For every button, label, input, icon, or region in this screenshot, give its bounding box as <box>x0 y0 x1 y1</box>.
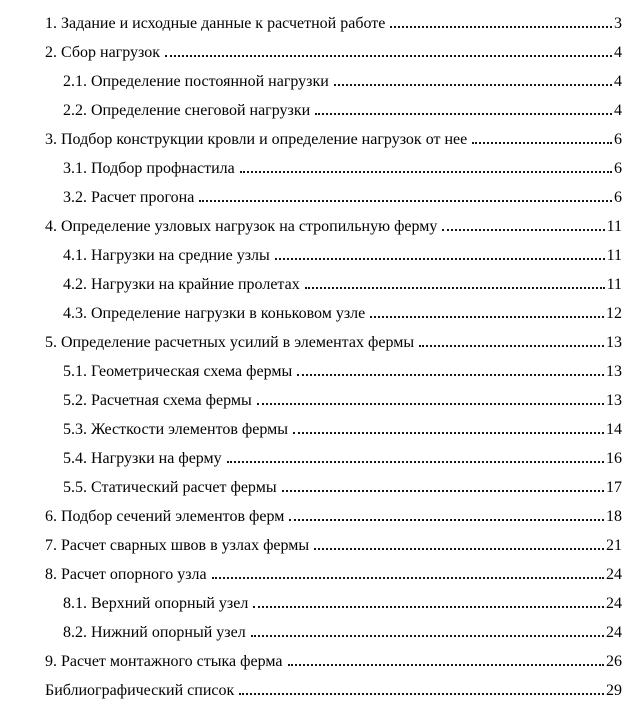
toc-page-number: 24 <box>606 624 622 641</box>
toc-entry[interactable] <box>45 151 622 180</box>
toc-dot-leader <box>227 461 604 463</box>
toc-entry[interactable] <box>45 64 622 93</box>
toc-page-number: 11 <box>606 218 622 235</box>
toc-dot-leader <box>334 84 612 86</box>
toc-entry[interactable] <box>45 470 622 499</box>
toc-page-number: 24 <box>606 595 622 612</box>
toc-entry-label: 3. Подбор конструкции кровли и определение нагрузок от нее <box>45 131 468 148</box>
toc-dot-leader <box>305 287 605 289</box>
toc-page-number: 29 <box>606 682 622 699</box>
toc-entry[interactable] <box>45 122 622 151</box>
toc-entry[interactable] <box>45 296 622 325</box>
toc-page-number: 4 <box>614 44 622 61</box>
toc-page-number: 11 <box>606 247 622 264</box>
toc-entry-label: 3.2. Расчет прогона <box>63 189 195 206</box>
toc-entry[interactable] <box>45 35 622 64</box>
toc-entry-label: Библиографический список <box>45 682 235 699</box>
toc-dot-leader <box>240 171 612 173</box>
toc-dot-leader <box>419 345 604 347</box>
toc-entry[interactable] <box>45 644 622 673</box>
toc-dot-leader <box>315 113 612 115</box>
toc-entry-label: 6. Подбор сечений элементов ферм <box>45 508 285 525</box>
toc-page-number: 4 <box>614 102 622 119</box>
toc-entry[interactable] <box>45 267 622 296</box>
toc-entry[interactable] <box>45 383 622 412</box>
toc-entry-label: 4. Определение узловых нагрузок на стропильную ферму <box>45 218 438 235</box>
toc-page-number: 4 <box>614 73 622 90</box>
toc-entry[interactable] <box>45 499 622 528</box>
toc-page-number: 17 <box>606 479 622 496</box>
toc-entry-label: 5. Определение расчетных усилий в элементах фермы <box>45 334 415 351</box>
toc-dot-leader <box>199 200 612 202</box>
toc-entry-label: 8.2. Нижний опорный узел <box>63 624 246 641</box>
toc-entry[interactable] <box>45 180 622 209</box>
toc-entry[interactable] <box>45 441 622 470</box>
toc-entry[interactable] <box>45 412 622 441</box>
toc-dot-leader <box>165 55 612 57</box>
toc-dot-leader <box>212 577 604 579</box>
toc-entry[interactable] <box>45 209 622 238</box>
toc-dot-leader <box>257 403 604 405</box>
toc-dot-leader <box>239 693 604 695</box>
toc-entry-label: 4.3. Определение нагрузки в коньковом узле <box>63 305 366 322</box>
toc-page-number: 12 <box>606 305 622 322</box>
toc-dot-leader <box>275 258 605 260</box>
toc-page-number: 13 <box>606 334 622 351</box>
toc-page-number: 14 <box>606 421 622 438</box>
toc-entry-label: 3.1. Подбор профнастила <box>63 160 235 177</box>
toc-entry[interactable] <box>45 528 622 557</box>
toc-page-number: 6 <box>614 160 622 177</box>
toc-page-number: 26 <box>606 653 622 670</box>
toc-dot-leader <box>472 142 612 144</box>
toc-dot-leader <box>314 548 604 550</box>
toc-dot-leader <box>253 606 604 608</box>
toc-page-number: 16 <box>606 450 622 467</box>
toc-entry[interactable] <box>45 6 622 35</box>
toc-entry-label: 5.2. Расчетная схема фермы <box>63 392 252 409</box>
toc-dot-leader <box>289 519 604 521</box>
toc-entry-label: 2.1. Определение постоянной нагрузки <box>63 73 329 90</box>
toc-dot-leader <box>370 316 604 318</box>
toc-entry[interactable] <box>45 557 622 586</box>
toc-entry-label: 9. Расчет монтажного стыка ферма <box>45 653 283 670</box>
toc-dot-leader <box>293 432 604 434</box>
toc-entry-label: 7. Расчет сварных швов в узлах фермы <box>45 537 310 554</box>
toc-page-number: 6 <box>614 131 622 148</box>
toc-dot-leader <box>282 490 604 492</box>
toc-dot-leader <box>390 26 612 28</box>
toc-dot-leader <box>442 229 604 231</box>
toc-entry-label: 4.1. Нагрузки на средние узлы <box>63 247 270 264</box>
toc-page-number: 11 <box>606 276 622 293</box>
toc-dot-leader <box>251 635 604 637</box>
toc-entry-label: 1. Задание и исходные данные к расчетной работе <box>45 15 386 32</box>
toc-page-number: 24 <box>606 566 622 583</box>
toc-page-number: 21 <box>606 537 622 554</box>
toc-entry[interactable] <box>45 325 622 354</box>
toc-entry[interactable] <box>45 615 622 644</box>
toc-page-number: 3 <box>614 15 622 32</box>
toc-entry-label: 5.1. Геометрическая схема фермы <box>63 363 293 380</box>
toc-entry-label: 8.1. Верхний опорный узел <box>63 595 249 612</box>
toc-entry-label: 8. Расчет опорного узла <box>45 566 207 583</box>
toc-entry-label: 2.2. Определение снеговой нагрузки <box>63 102 311 119</box>
toc-page-number: 13 <box>606 392 622 409</box>
toc-page-number: 6 <box>614 189 622 206</box>
toc-dot-leader <box>288 664 605 666</box>
toc-entry-label: 5.5. Статический расчет фермы <box>63 479 277 496</box>
toc-entry[interactable] <box>45 586 622 615</box>
toc-entry[interactable] <box>45 673 622 702</box>
toc-dot-leader <box>297 374 604 376</box>
toc-entry[interactable] <box>45 238 622 267</box>
toc-entry-label: 5.4. Нагрузки на ферму <box>63 450 222 467</box>
toc-entry[interactable] <box>45 354 622 383</box>
toc-entry-label: 4.2. Нагрузки на крайние пролетах <box>63 276 300 293</box>
toc-entry-label: 2. Сбор нагрузок <box>45 44 161 61</box>
toc-entry[interactable] <box>45 93 622 122</box>
toc-entry-label: 5.3. Жесткости элементов фермы <box>63 421 289 438</box>
toc-page-number: 18 <box>606 508 622 525</box>
toc-page-number: 13 <box>606 363 622 380</box>
